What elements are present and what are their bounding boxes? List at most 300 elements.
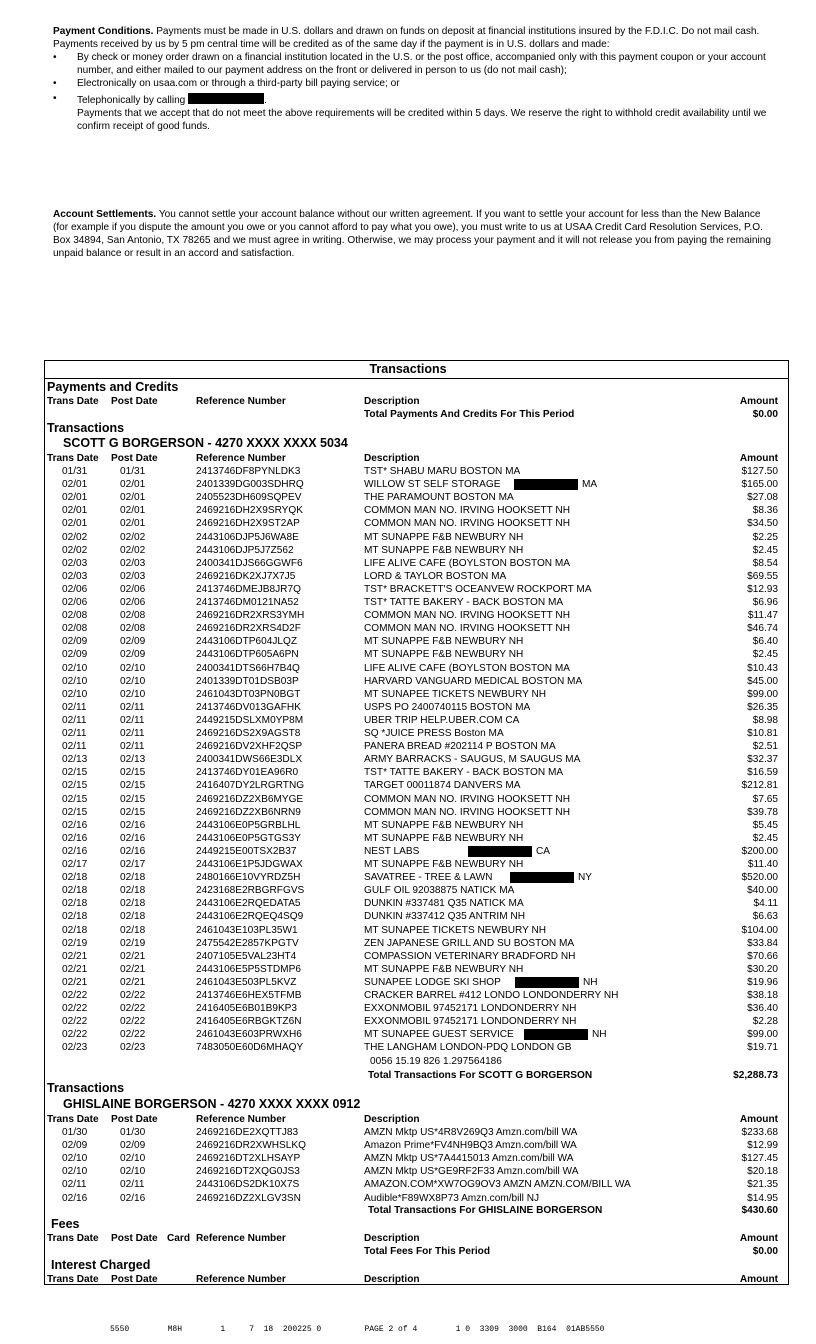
amount: $104.00 bbox=[741, 924, 778, 936]
amount: $7.65 bbox=[752, 793, 778, 805]
reference-number: 2469216DR2XRS3YMH bbox=[196, 610, 305, 622]
description-state: MA bbox=[582, 479, 598, 491]
post-date: 02/18 bbox=[120, 924, 146, 936]
reference-number: 2469216DT2XLHSAYP bbox=[196, 1153, 301, 1165]
reference-number: 2469216DT2XQG0JS3 bbox=[196, 1166, 300, 1178]
transaction-row bbox=[44, 1152, 789, 1165]
description: LIFE ALIVE CAFE (BOYLSTON BOSTON MA bbox=[364, 557, 571, 569]
description: SAVATREE - TREE & LAWN bbox=[364, 872, 493, 884]
description: SQ *JUICE PRESS Boston MA bbox=[364, 728, 504, 739]
trans-date: 02/16 bbox=[62, 819, 88, 831]
post-date: 02/11 bbox=[120, 714, 145, 726]
amount: $165.00 bbox=[741, 479, 778, 491]
transaction-row bbox=[44, 531, 789, 544]
reference-number: 2469216DH2X9SRYQK bbox=[196, 505, 303, 517]
description: THE LANGHAM LONDON-PDQ LONDON GB bbox=[364, 1042, 572, 1054]
amount: $38.18 bbox=[747, 990, 778, 1001]
amount: $30.20 bbox=[747, 963, 778, 975]
reference-number: 2480166E10VYRDZ5H bbox=[196, 872, 301, 884]
transaction-row bbox=[44, 727, 789, 740]
amount: $21.35 bbox=[747, 1179, 778, 1191]
amount: $2.45 bbox=[752, 832, 778, 844]
transaction-row bbox=[44, 544, 789, 557]
post-date: 02/17 bbox=[120, 859, 146, 870]
transaction-row bbox=[44, 884, 789, 897]
transaction-row bbox=[44, 766, 789, 779]
description: TST* TATTE BAKERY - BACK BOSTON MA bbox=[364, 597, 564, 608]
post-date: 01/30 bbox=[120, 1127, 146, 1138]
trans-date: 02/18 bbox=[62, 872, 88, 884]
payments-credits-heading: Payments and Credits bbox=[47, 380, 179, 394]
description: COMMON MAN NO. IRVING HOOKSETT NH bbox=[364, 505, 571, 517]
payment-method-electronic: • Electronically on usaa.com or through a third-party bill paying service; or bbox=[53, 77, 400, 89]
transaction-row bbox=[44, 740, 789, 753]
trans-date: 02/11 bbox=[62, 1179, 87, 1191]
trans-date: 02/08 bbox=[62, 610, 88, 622]
fees-header-row: Trans Date Post Date Card Reference Number Description Amount bbox=[47, 1233, 778, 1244]
transaction-row bbox=[44, 491, 789, 504]
post-date: 02/21 bbox=[120, 963, 146, 975]
payments-header-row: Trans Date Post Date Reference Number Description Amount bbox=[47, 396, 778, 407]
description: AMAZON.COM*XW7OG9OV3 AMZN AMZN.COM/BILL WA bbox=[364, 1179, 631, 1191]
reference-number: 2413746DM0121NA52 bbox=[196, 597, 299, 608]
amount: $6.40 bbox=[752, 636, 778, 648]
payment-credit-note: Payments that we accept that do not meet the above requirements will be credited within 5 days. We reserve the right to withhold credit availability until we confirm receipt of good funds. bbox=[77, 107, 767, 132]
trans-date: 02/13 bbox=[62, 754, 88, 766]
description: WILLOW ST SELF STORAGE bbox=[364, 479, 501, 491]
description: ZEN JAPANESE GRILL AND SU BOSTON MA bbox=[364, 937, 575, 949]
post-date: 02/15 bbox=[120, 793, 146, 805]
description: ARMY BARRACKS - SAUGUS, M SAUGUS MA bbox=[364, 754, 581, 766]
trans-date: 02/11 bbox=[62, 741, 87, 753]
reference-number: 2413746DF8PYNLDK3 bbox=[196, 466, 301, 477]
card2-holder: GHISLAINE BORGERSON - 4270 XXXX XXXX 0912 bbox=[63, 1097, 361, 1111]
reference-number: 2443106DS2DK10X7S bbox=[196, 1179, 300, 1191]
trans-date: 02/17 bbox=[62, 859, 88, 870]
payment-conditions-heading: Payment Conditions. bbox=[53, 26, 154, 37]
trans-date: 02/02 bbox=[62, 531, 88, 543]
amount: $10.43 bbox=[747, 662, 778, 674]
reference-number: 2461043DT03PN0BGT bbox=[196, 688, 301, 700]
amount: $27.08 bbox=[747, 492, 778, 504]
amount: $2.51 bbox=[752, 741, 778, 753]
transaction-row bbox=[44, 478, 789, 491]
description: Amazon Prime*FV4NH9BQ3 Amzn.com/bill WA bbox=[364, 1140, 577, 1152]
description: LORD & TAYLOR BOSTON MA bbox=[364, 570, 507, 582]
reference-number: 2469216DE2XQTTJ83 bbox=[196, 1127, 299, 1138]
description: SUNAPEE LODGE SKI SHOP bbox=[364, 976, 501, 988]
reference-number: 2413746DY01EA96R0 bbox=[196, 767, 299, 779]
amount: $6.63 bbox=[752, 911, 778, 923]
transaction-row bbox=[44, 714, 789, 727]
reference-number: 2413746DV013GAFHK bbox=[196, 701, 301, 713]
post-date: 02/03 bbox=[120, 570, 146, 582]
payment-methods-list bbox=[53, 52, 775, 133]
reference-number: 2443106E2RQEQ4SQ9 bbox=[196, 911, 304, 923]
post-date: 02/09 bbox=[120, 1140, 146, 1152]
transaction-row bbox=[44, 937, 789, 950]
description: TST* TATTE BAKERY - BACK BOSTON MA bbox=[364, 767, 564, 779]
reference-number: 2469216DR2XWHSLKQ bbox=[196, 1140, 306, 1152]
reference-number: 7483050E60D6MHAQY bbox=[196, 1042, 304, 1054]
reference-number: 2443106E5P5STDMP6 bbox=[196, 963, 301, 975]
interest-header-row: Trans Date Post Date Reference Number Description Amount bbox=[47, 1274, 778, 1285]
trans-date: 02/10 bbox=[62, 1153, 88, 1165]
trans-date: 02/18 bbox=[62, 885, 88, 897]
post-date: 02/23 bbox=[120, 1042, 146, 1054]
reference-number: 2413746E6HEX5TFMB bbox=[196, 990, 302, 1001]
description: MT SUNAPEE TICKETS NEWBURY NH bbox=[364, 688, 547, 700]
post-date: 02/16 bbox=[120, 819, 146, 831]
trans-date: 02/01 bbox=[62, 479, 88, 491]
description: MT SUNAPPE F&B NEWBURY NH bbox=[364, 832, 524, 844]
amount: $20.18 bbox=[747, 1166, 778, 1178]
trans-date: 02/03 bbox=[62, 570, 88, 582]
card2-header-row: Trans Date Post Date Reference Number Description Amount bbox=[47, 1114, 778, 1125]
description: COMMON MAN NO. IRVING HOOKSETT NH bbox=[364, 610, 571, 622]
reference-number: 2400341DWS66E3DLX bbox=[196, 754, 303, 766]
transaction-row bbox=[44, 1002, 789, 1015]
transaction-row bbox=[44, 963, 789, 976]
amount: $233.68 bbox=[741, 1127, 778, 1138]
description: EXXONMOBIL 97452171 LONDONDERRY NH bbox=[364, 1016, 577, 1028]
amount: $10.81 bbox=[747, 728, 778, 739]
post-date: 02/01 bbox=[120, 518, 146, 530]
trans-date: 02/22 bbox=[62, 1016, 88, 1028]
post-date: 02/08 bbox=[120, 623, 146, 635]
transaction-row bbox=[44, 793, 789, 806]
description: COMMON MAN NO. IRVING HOOKSETT NH bbox=[364, 806, 571, 818]
amount: $45.00 bbox=[747, 675, 778, 687]
post-date: 02/09 bbox=[120, 649, 146, 661]
redaction-bar bbox=[468, 846, 532, 857]
amount: $32.37 bbox=[747, 754, 778, 766]
trans-date: 02/11 bbox=[62, 714, 87, 726]
description: DUNKIN #337481 Q35 NATICK MA bbox=[364, 898, 524, 910]
amount: $12.93 bbox=[747, 583, 778, 595]
reference-number: 2400341DJS66GGWF6 bbox=[196, 557, 303, 569]
amount: $14.95 bbox=[747, 1192, 778, 1204]
reference-number: 2443106DTP604JLQZ bbox=[196, 636, 298, 648]
transactions-heading-2: Transactions bbox=[47, 1081, 125, 1095]
trans-date: 02/01 bbox=[62, 492, 88, 504]
description: AMZN Mktp US*7A4415013 Amzn.com/bill WA bbox=[364, 1153, 574, 1165]
post-date: 02/15 bbox=[120, 780, 146, 792]
payment-method-phone: • Telephonically by calling . bbox=[53, 92, 267, 106]
amount: $212.81 bbox=[741, 780, 778, 792]
reference-number: 2413746DMEJB8JR7Q bbox=[196, 583, 301, 595]
transactions-heading: Transactions bbox=[47, 421, 125, 435]
statement-footer-codes: 5550 M8H 1 7 18 200225 0 PAGE 2 of 4 1 0 3309 3000 B164 01AB5550 bbox=[110, 1325, 605, 1334]
post-date: 02/10 bbox=[120, 688, 146, 700]
trans-date: 02/21 bbox=[62, 950, 88, 962]
post-date: 02/22 bbox=[120, 990, 146, 1001]
description: COMPASSION VETERINARY BRADFORD NH bbox=[364, 950, 576, 962]
post-date: 02/10 bbox=[120, 675, 146, 687]
amount: $2.25 bbox=[752, 531, 778, 543]
description: TST* BRACKETT'S OCEANVEW ROCKPORT MA bbox=[364, 583, 592, 595]
trans-date: 01/30 bbox=[62, 1127, 88, 1138]
payments-total-row: Total Payments And Credits For This Period $0.00 bbox=[364, 409, 778, 420]
transaction-row bbox=[44, 897, 789, 910]
trans-date: 02/15 bbox=[62, 793, 88, 805]
post-date: 02/11 bbox=[120, 741, 145, 753]
description: EXXONMOBIL 97452171 LONDONDERRY NH bbox=[364, 1003, 577, 1015]
description: CRACKER BARREL #412 LONDO LONDONDERRY NH bbox=[364, 990, 619, 1001]
description: MT SUNAPPE F&B NEWBURY NH bbox=[364, 531, 524, 543]
amount: $70.66 bbox=[747, 950, 778, 962]
fx-conversion-line: 0056 15.19 826 1.297564186 bbox=[370, 1056, 502, 1067]
transaction-row bbox=[44, 1139, 789, 1152]
amount: $19.71 bbox=[747, 1042, 778, 1054]
description: COMMON MAN NO. IRVING HOOKSETT NH bbox=[364, 518, 571, 530]
post-date: 02/10 bbox=[120, 662, 146, 674]
transaction-row bbox=[44, 976, 789, 989]
post-date: 02/18 bbox=[120, 872, 146, 884]
amount: $2.45 bbox=[752, 649, 778, 661]
post-date: 02/09 bbox=[120, 636, 146, 648]
trans-date: 02/06 bbox=[62, 597, 88, 608]
description-state: NY bbox=[578, 872, 593, 884]
post-date: 02/10 bbox=[120, 1153, 146, 1165]
reference-number: 2400341DTS66H7B4Q bbox=[196, 662, 300, 674]
description: MT SUNAPPE F&B NEWBURY NH bbox=[364, 636, 524, 648]
redaction-bar bbox=[515, 977, 579, 988]
trans-date: 02/01 bbox=[62, 518, 88, 530]
amount: $99.00 bbox=[747, 688, 778, 700]
description: MT SUNAPEE GUEST SERVICE bbox=[364, 1029, 514, 1041]
post-date: 02/02 bbox=[120, 544, 146, 556]
trans-date: 02/02 bbox=[62, 544, 88, 556]
description: MT SUNAPPE F&B NEWBURY NH bbox=[364, 649, 524, 661]
payment-method-check: • By check or money order drawn on a financial institution located in the U.S. or the post office, accompanied only with this payment coupon or your account number, and either mailed to our payment address on the front or delivered in person to us (do not mail cash); bbox=[53, 52, 766, 76]
reference-number: 2469216DV2XHF2QSP bbox=[196, 741, 303, 753]
post-date: 02/03 bbox=[120, 557, 146, 569]
account-settlements-text: You cannot settle your account balance without our written agreement. If you want to settle your account for less than the New Balance (for example if you dispute the amount you owe or you cannot afford to pay what you owe), you must write to us at USAA Credit Card Resolution Services, P.O. Box 34894, San Antonio, TX 78265 and we must agree in writing. Otherwise, we may process your payment and it will not release you from paying the remaining unpaid balance or result in an accord and satisfaction. bbox=[53, 209, 771, 259]
post-date: 02/11 bbox=[120, 728, 145, 739]
redaction-bar bbox=[514, 479, 578, 490]
trans-date: 01/31 bbox=[62, 466, 88, 477]
description: MT SUNAPEE TICKETS NEWBURY NH bbox=[364, 924, 547, 936]
transaction-row bbox=[44, 845, 789, 858]
post-date: 02/21 bbox=[120, 976, 146, 988]
post-date: 02/18 bbox=[120, 898, 146, 910]
transaction-row bbox=[44, 1028, 789, 1041]
reference-number: 2469216DS2X9AGST8 bbox=[196, 728, 301, 739]
reference-number: 2443106E0P5GRBLHL bbox=[196, 819, 301, 831]
post-date: 02/18 bbox=[120, 885, 146, 897]
transaction-row bbox=[44, 517, 789, 530]
fees-total-row: Total Fees For This Period $0.00 bbox=[364, 1246, 778, 1257]
amount: $127.50 bbox=[741, 466, 778, 477]
transaction-row bbox=[44, 806, 789, 819]
description: MT SUNAPPE F&B NEWBURY NH bbox=[364, 544, 524, 556]
description: COMMON MAN NO. IRVING HOOKSETT NH bbox=[364, 623, 571, 635]
description: LIFE ALIVE CAFE (BOYLSTON BOSTON MA bbox=[364, 662, 571, 674]
amount: $12.99 bbox=[747, 1140, 778, 1152]
amount: $26.35 bbox=[747, 701, 778, 713]
trans-date: 02/03 bbox=[62, 557, 88, 569]
redaction-bar bbox=[510, 872, 574, 883]
post-date: 02/22 bbox=[120, 1003, 146, 1015]
trans-date: 02/22 bbox=[62, 1029, 88, 1041]
card1-header-row: Trans Date Post Date Reference Number Description Amount bbox=[47, 453, 778, 464]
description: AMZN Mktp US*4R8V269Q3 Amzn.com/bill WA bbox=[364, 1127, 578, 1138]
post-date: 02/21 bbox=[120, 950, 146, 962]
reference-number: 2443106E2RQEDATA5 bbox=[196, 898, 301, 910]
trans-date: 02/15 bbox=[62, 780, 88, 792]
trans-date: 02/10 bbox=[62, 675, 88, 687]
description: TST* SHABU MARU BOSTON MA bbox=[364, 466, 521, 477]
transaction-row bbox=[44, 1041, 789, 1054]
trans-date: 02/16 bbox=[62, 1192, 88, 1204]
transaction-row bbox=[44, 609, 789, 622]
reference-number: 2461043E503PL5KVZ bbox=[196, 976, 297, 988]
trans-date: 02/19 bbox=[62, 937, 88, 949]
reference-number: 2449215DSLXM0YP8M bbox=[196, 714, 304, 726]
post-date: 02/16 bbox=[120, 832, 146, 844]
reference-number: 2469216DH2X9ST2AP bbox=[196, 518, 300, 530]
transaction-row bbox=[44, 858, 789, 871]
trans-date: 02/09 bbox=[62, 636, 88, 648]
trans-date: 02/11 bbox=[62, 701, 87, 713]
trans-date: 02/23 bbox=[62, 1042, 88, 1054]
post-date: 02/16 bbox=[120, 1192, 146, 1204]
reference-number: 2423168E2RBGRFGVS bbox=[196, 885, 305, 897]
description: UBER TRIP HELP.UBER.COM CA bbox=[364, 714, 520, 726]
transaction-row bbox=[44, 871, 789, 884]
transaction-row bbox=[44, 648, 789, 661]
reference-number: 2469216DR2XRS4D2F bbox=[196, 623, 301, 635]
post-date: 02/22 bbox=[120, 1016, 146, 1028]
post-date: 02/10 bbox=[120, 1166, 146, 1178]
description: USPS PO 2400740115 BOSTON MA bbox=[364, 701, 531, 713]
trans-date: 02/09 bbox=[62, 1140, 88, 1152]
account-settlements-paragraph bbox=[53, 209, 775, 261]
transaction-row bbox=[44, 583, 789, 596]
transaction-row bbox=[44, 622, 789, 635]
post-date: 02/18 bbox=[120, 911, 146, 923]
trans-date: 02/18 bbox=[62, 911, 88, 923]
amount: $4.11 bbox=[753, 898, 778, 910]
amount: $11.40 bbox=[747, 859, 778, 870]
post-date: 02/06 bbox=[120, 597, 146, 608]
description: COMMON MAN NO. IRVING HOOKSETT NH bbox=[364, 793, 571, 805]
transaction-row bbox=[44, 1178, 789, 1191]
reference-number: 2416405E6RBGKTZ6N bbox=[196, 1016, 302, 1028]
description: MT SUNAPPE F&B NEWBURY NH bbox=[364, 859, 524, 870]
transaction-row bbox=[44, 596, 789, 609]
description: HARVARD VANGUARD MEDICAL BOSTON MA bbox=[364, 675, 583, 687]
trans-date: 02/18 bbox=[62, 898, 88, 910]
post-date: 02/01 bbox=[120, 505, 146, 517]
reference-number: 2449215E00TSX2B37 bbox=[196, 845, 297, 857]
amount: $127.45 bbox=[741, 1153, 778, 1165]
amount: $19.96 bbox=[747, 976, 778, 988]
post-date: 02/01 bbox=[120, 479, 146, 491]
description: TARGET 00011874 DANVERS MA bbox=[364, 780, 521, 792]
transaction-row bbox=[44, 701, 789, 714]
reference-number: 2401339DT01DSB03P bbox=[196, 675, 299, 687]
post-date: 01/31 bbox=[120, 466, 146, 477]
transaction-row bbox=[44, 1165, 789, 1178]
trans-date: 02/16 bbox=[62, 832, 88, 844]
post-date: 02/13 bbox=[120, 754, 146, 766]
trans-date: 02/15 bbox=[62, 806, 88, 818]
amount: $16.59 bbox=[747, 767, 778, 779]
reference-number: 2469216DK2XJ7X7J5 bbox=[196, 570, 296, 582]
description: PANERA BREAD #202114 P BOSTON MA bbox=[364, 741, 556, 753]
post-date: 02/16 bbox=[120, 845, 146, 857]
reference-number: 2416407DY2LRGRTNG bbox=[196, 780, 305, 792]
card2-total-row: Total Transactions For GHISLAINE BORGERSON $430.60 bbox=[368, 1205, 778, 1216]
trans-date: 02/22 bbox=[62, 1003, 88, 1015]
trans-date: 02/18 bbox=[62, 924, 88, 936]
trans-date: 02/01 bbox=[62, 505, 88, 517]
reference-number: 2469216DZ2XB6NRN9 bbox=[196, 806, 301, 818]
trans-date: 02/21 bbox=[62, 963, 88, 975]
transaction-row bbox=[44, 832, 789, 845]
transaction-row bbox=[44, 1015, 789, 1028]
description: DUNKIN #337412 Q35 ANTRIM NH bbox=[364, 911, 525, 923]
transaction-row bbox=[44, 662, 789, 675]
reference-number: 2443106DJP5J7Z562 bbox=[196, 544, 294, 556]
reference-number: 2469216DZ2XB6MYGE bbox=[196, 793, 304, 805]
transaction-row bbox=[44, 688, 789, 701]
description: Audible*F89WX8P73 Amzn.com/bill NJ bbox=[364, 1192, 540, 1204]
transaction-row bbox=[44, 557, 789, 570]
reference-number: 2405523DH609SQPEV bbox=[196, 492, 302, 504]
reference-number: 2443106DJP5J6WA8E bbox=[196, 531, 299, 543]
amount: $6.96 bbox=[752, 597, 778, 608]
description-state: NH bbox=[583, 976, 598, 988]
trans-date: 02/22 bbox=[62, 990, 88, 1001]
transaction-row bbox=[44, 819, 789, 832]
transaction-row bbox=[44, 1192, 789, 1205]
transaction-row bbox=[44, 570, 789, 583]
trans-date: 02/11 bbox=[62, 728, 87, 739]
description: MT SUNAPPE F&B NEWBURY NH bbox=[364, 819, 524, 831]
post-date: 02/01 bbox=[120, 492, 146, 504]
trans-date: 02/08 bbox=[62, 623, 88, 635]
post-date: 02/15 bbox=[120, 806, 146, 818]
trans-date: 02/06 bbox=[62, 583, 88, 595]
reference-number: 2443106DTP605A6PN bbox=[196, 649, 299, 661]
trans-date: 02/15 bbox=[62, 767, 88, 779]
amount: $8.36 bbox=[752, 505, 778, 517]
amount: $200.00 bbox=[741, 845, 778, 857]
trans-date: 02/09 bbox=[62, 649, 88, 661]
transaction-row bbox=[44, 1126, 789, 1139]
transaction-row bbox=[44, 779, 789, 792]
card1-holder: SCOTT G BORGERSON - 4270 XXXX XXXX 5034 bbox=[63, 436, 348, 450]
reference-number: 2401339DG003SDHRQ bbox=[196, 479, 304, 491]
trans-date: 02/16 bbox=[62, 845, 88, 857]
amount: $69.55 bbox=[747, 570, 778, 582]
amount: $39.78 bbox=[747, 806, 778, 818]
amount: $46.74 bbox=[747, 623, 778, 635]
transaction-row bbox=[44, 910, 789, 923]
description: THE PARAMOUNT BOSTON MA bbox=[364, 492, 514, 504]
transaction-row bbox=[44, 924, 789, 937]
transaction-row bbox=[44, 465, 789, 478]
fees-heading: Fees bbox=[51, 1217, 80, 1231]
trans-date: 02/10 bbox=[62, 662, 88, 674]
reference-number: 2416405E6B01B9KP3 bbox=[196, 1003, 298, 1015]
amount: $2.45 bbox=[752, 544, 778, 556]
trans-date: 02/10 bbox=[62, 1166, 88, 1178]
title-divider bbox=[44, 378, 789, 379]
